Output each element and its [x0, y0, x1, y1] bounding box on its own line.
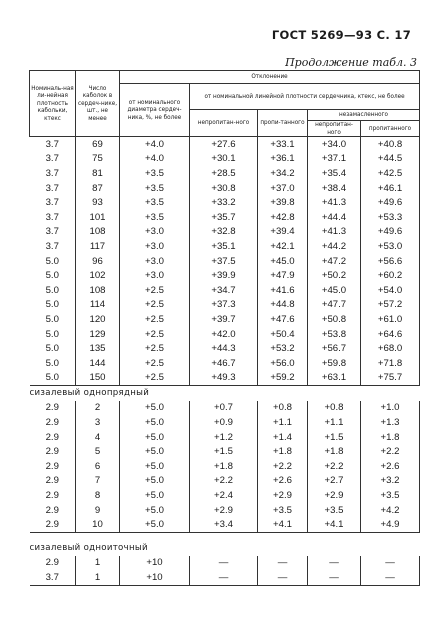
table-cell: 2.9	[30, 459, 76, 474]
table-cell: 6	[76, 459, 120, 474]
table-cell: 5.0	[30, 312, 76, 327]
table-row	[30, 283, 420, 298]
table-cell: +2.7	[308, 474, 361, 489]
table-row	[30, 459, 420, 474]
deviation-table	[29, 70, 420, 586]
table-cell: 3.7	[30, 152, 76, 167]
table-cell: +3.5	[120, 181, 190, 196]
table-row	[30, 488, 420, 503]
table-cell: +64.6	[361, 327, 420, 342]
table-cell: 5.0	[30, 268, 76, 283]
table-cell: 5	[76, 444, 120, 459]
table-continuation-label: Продолжение табл. 3	[285, 56, 417, 69]
table-cell: +60.2	[361, 268, 420, 283]
table-cell: +4.0	[120, 152, 190, 167]
table-cell: +41.3	[308, 195, 361, 210]
table-cell: +32.8	[190, 225, 258, 240]
table-cell: +27.6	[190, 137, 258, 152]
table-cell: +71.8	[361, 356, 420, 371]
table-row	[30, 401, 420, 416]
col-density-deviation-group: от номинальной линейной плотности сердечника, ктекс, не более	[190, 84, 420, 110]
table-cell: 108	[76, 283, 120, 298]
table-cell: +30.8	[190, 181, 258, 196]
table-row	[30, 312, 420, 327]
table-cell: +1.2	[190, 430, 258, 445]
col-unoiled-group: незамасленного	[308, 110, 420, 121]
table-cell: +42.0	[190, 327, 258, 342]
table-row	[30, 371, 420, 386]
table-cell: +46.7	[190, 356, 258, 371]
table-cell: +44.3	[190, 341, 258, 356]
table-cell: +3.4	[190, 517, 258, 532]
table-cell: +47.6	[258, 312, 308, 327]
table-cell: 3	[76, 415, 120, 430]
table-cell: +50.2	[308, 268, 361, 283]
table-cell: 4	[76, 430, 120, 445]
table-cell: 2.9	[30, 401, 76, 416]
table-row	[30, 137, 420, 152]
table-cell: +47.7	[308, 298, 361, 313]
table-cell: +3.5	[120, 210, 190, 225]
table-cell: +3.0	[120, 239, 190, 254]
table-cell: —	[361, 570, 420, 585]
table-row	[30, 239, 420, 254]
table-cell: +37.5	[190, 254, 258, 269]
table-cell: +0.8	[308, 401, 361, 416]
table-cell: 2.9	[30, 474, 76, 489]
table-cell: 2.9	[30, 503, 76, 518]
table-cell: 5.0	[30, 371, 76, 386]
table-cell: 3.7	[30, 210, 76, 225]
table-cell: +3.0	[120, 268, 190, 283]
table-cell: 114	[76, 298, 120, 313]
table-cell: +1.3	[361, 415, 420, 430]
table-cell: —	[361, 556, 420, 571]
table-cell: +3.2	[361, 474, 420, 489]
table-cell: +47.2	[308, 254, 361, 269]
table-cell: 1	[76, 570, 120, 585]
table-cell: +2.9	[190, 503, 258, 518]
table-cell: +49.3	[190, 371, 258, 386]
table-cell: 3.7	[30, 181, 76, 196]
table-cell: +39.8	[258, 195, 308, 210]
table-cell: 3.7	[30, 225, 76, 240]
table-cell: +1.0	[361, 401, 420, 416]
table-cell: +37.3	[190, 298, 258, 313]
table-cell: +49.6	[361, 225, 420, 240]
table-cell: +5.0	[120, 503, 190, 518]
table-cell: 3.7	[30, 570, 76, 585]
table-cell: +1.5	[190, 444, 258, 459]
table-row	[30, 430, 420, 445]
table-cell: +3.0	[120, 225, 190, 240]
table-row	[30, 444, 420, 459]
table-cell: 2.9	[30, 488, 76, 503]
section-title-sisal-single-strand: сизалевый однопрядный	[29, 388, 150, 399]
table-cell: +1.8	[361, 430, 420, 445]
table-cell: +2.2	[258, 459, 308, 474]
section-title-sisal-single-yarn: сизалевый одноиточный	[29, 543, 148, 554]
table-cell: +5.0	[120, 474, 190, 489]
table-cell: +2.5	[120, 356, 190, 371]
table-cell: +35.1	[190, 239, 258, 254]
table-cell: +4.2	[361, 503, 420, 518]
table-cell: +5.0	[120, 415, 190, 430]
col-deviation-group: Отклонение	[120, 71, 420, 84]
table-cell: +34.7	[190, 283, 258, 298]
table-cell: +1.5	[308, 430, 361, 445]
table-cell: +42.5	[361, 166, 420, 181]
table-cell: 135	[76, 341, 120, 356]
table-cell: +0.7	[190, 401, 258, 416]
table-cell: +5.0	[120, 430, 190, 445]
table-row	[30, 268, 420, 283]
table-cell: +1.8	[258, 444, 308, 459]
table-cell: +49.6	[361, 195, 420, 210]
table-cell: +5.0	[120, 459, 190, 474]
table-cell: +53.2	[258, 341, 308, 356]
table-cell: 108	[76, 225, 120, 240]
table-cell: 2	[76, 401, 120, 416]
table-cell: +54.0	[361, 283, 420, 298]
table-row	[30, 570, 420, 585]
table-cell: +1.8	[308, 444, 361, 459]
table-cell: +56.0	[258, 356, 308, 371]
col-nominal-density: Номиналь-ная ли-нейная плотность кабольки, ктекс	[30, 71, 76, 137]
table-cell: +2.5	[120, 341, 190, 356]
table-cell: +2.5	[120, 327, 190, 342]
table-cell: +44.2	[308, 239, 361, 254]
table-cell: +53.0	[361, 239, 420, 254]
table-cell: +3.5	[120, 166, 190, 181]
table-row	[30, 152, 420, 167]
table-cell: +56.7	[308, 341, 361, 356]
table-cell: +41.6	[258, 283, 308, 298]
table-cell: +39.9	[190, 268, 258, 283]
table-cell: +53.8	[308, 327, 361, 342]
table-cell: 5.0	[30, 327, 76, 342]
table-cell: +35.4	[308, 166, 361, 181]
table-cell: 120	[76, 312, 120, 327]
table-cell: 3.7	[30, 137, 76, 152]
table-row	[30, 298, 420, 313]
col-unimpregnated: непропитан-ного	[190, 110, 258, 137]
table-cell: 3.7	[30, 166, 76, 181]
table-cell: +39.4	[258, 225, 308, 240]
table-row	[30, 503, 420, 518]
table-cell: +36.1	[258, 152, 308, 167]
table-cell: +34.0	[308, 137, 361, 152]
table-cell: +46.1	[361, 181, 420, 196]
table-cell: 5.0	[30, 298, 76, 313]
table-cell: +59.8	[308, 356, 361, 371]
table-cell: +68.0	[361, 341, 420, 356]
table-cell: 2.9	[30, 517, 76, 532]
table-cell: +3.5	[308, 503, 361, 518]
table-cell: +50.8	[308, 312, 361, 327]
table-cell: 5.0	[30, 283, 76, 298]
table-cell: +28.5	[190, 166, 258, 181]
table-row	[30, 181, 420, 196]
table-cell: +4.1	[308, 517, 361, 532]
table-cell: +37.1	[308, 152, 361, 167]
table-cell: 144	[76, 356, 120, 371]
table-cell: 5.0	[30, 254, 76, 269]
table-row	[30, 210, 420, 225]
table-cell: +47.9	[258, 268, 308, 283]
table-cell: —	[258, 570, 308, 585]
table-cell: +2.5	[120, 312, 190, 327]
table-cell: +44.5	[361, 152, 420, 167]
col-yarn-count: Число каболок в сердеч-нике, шт., не менее	[76, 71, 120, 137]
table-cell: +42.8	[258, 210, 308, 225]
page-header: ГОСТ 5269—93 С. 17	[271, 28, 411, 42]
table-cell: +57.2	[361, 298, 420, 313]
table-row	[30, 195, 420, 210]
table-cell: +44.4	[308, 210, 361, 225]
table-cell: +2.5	[120, 283, 190, 298]
table-cell: 87	[76, 181, 120, 196]
table-row	[30, 341, 420, 356]
table-cell: +63.1	[308, 371, 361, 386]
table-cell: +44.8	[258, 298, 308, 313]
table-cell: +33.2	[190, 195, 258, 210]
table-cell: 3.7	[30, 239, 76, 254]
table-row	[30, 327, 420, 342]
table-cell: 102	[76, 268, 120, 283]
table-cell: —	[190, 556, 258, 571]
table-cell: 69	[76, 137, 120, 152]
table-cell: +2.4	[190, 488, 258, 503]
table-cell: 93	[76, 195, 120, 210]
table-cell: 1	[76, 556, 120, 571]
table-row	[30, 225, 420, 240]
table-row	[30, 254, 420, 269]
table-cell: +2.5	[120, 298, 190, 313]
table-cell: 7	[76, 474, 120, 489]
table-cell: +40.8	[361, 137, 420, 152]
table-cell: —	[258, 556, 308, 571]
table-cell: —	[308, 556, 361, 571]
table-cell: +2.9	[308, 488, 361, 503]
table-cell: 129	[76, 327, 120, 342]
table-cell: +3.5	[258, 503, 308, 518]
table-cell: +2.5	[120, 371, 190, 386]
table-cell: +50.4	[258, 327, 308, 342]
table-cell: +37.0	[258, 181, 308, 196]
table-cell: +4.0	[120, 137, 190, 152]
table-cell: +2.9	[258, 488, 308, 503]
table-cell: +30.1	[190, 152, 258, 167]
table-cell: 117	[76, 239, 120, 254]
table-cell: +45.0	[258, 254, 308, 269]
table-cell: 2.9	[30, 556, 76, 571]
table-cell: +0.9	[190, 415, 258, 430]
table-cell: 2.9	[30, 444, 76, 459]
table-row	[30, 356, 420, 371]
table-cell: +35.7	[190, 210, 258, 225]
table-cell: +4.1	[258, 517, 308, 532]
table-cell: +2.6	[361, 459, 420, 474]
table-cell: 81	[76, 166, 120, 181]
table-cell: +1.4	[258, 430, 308, 445]
table-cell: +5.0	[120, 517, 190, 532]
table-cell: 2.9	[30, 415, 76, 430]
col-unoiled-impregnated: пропитанного	[361, 121, 420, 137]
table-cell: +1.1	[258, 415, 308, 430]
table-cell: +3.5	[361, 488, 420, 503]
table-cell: +59.2	[258, 371, 308, 386]
table-cell: +39.7	[190, 312, 258, 327]
table-cell: +3.0	[120, 254, 190, 269]
table-cell: +5.0	[120, 401, 190, 416]
col-impregnated: пропи-танного	[258, 110, 308, 137]
table-cell: +41.3	[308, 225, 361, 240]
table-cell: +1.1	[308, 415, 361, 430]
table-cell: 101	[76, 210, 120, 225]
table-cell: +2.2	[308, 459, 361, 474]
table-cell: +34.2	[258, 166, 308, 181]
col-unoiled-unimpregnated: непропитан-ного	[308, 121, 361, 137]
table-cell: +4.9	[361, 517, 420, 532]
table-cell: +38.4	[308, 181, 361, 196]
table-row	[30, 415, 420, 430]
table-row	[30, 517, 420, 532]
table-cell: +2.2	[190, 474, 258, 489]
table-cell: +75.7	[361, 371, 420, 386]
table-row	[30, 556, 420, 571]
table-cell: +61.0	[361, 312, 420, 327]
table-cell: 96	[76, 254, 120, 269]
table-cell: +10	[120, 570, 190, 585]
table-cell: +3.5	[120, 195, 190, 210]
table-row	[30, 166, 420, 181]
table-cell: 75	[76, 152, 120, 167]
table-cell: —	[190, 570, 258, 585]
table-cell: 150	[76, 371, 120, 386]
table-cell: +2.6	[258, 474, 308, 489]
table-cell: 5.0	[30, 341, 76, 356]
table-cell: +56.6	[361, 254, 420, 269]
table-cell: +2.2	[361, 444, 420, 459]
table-cell: +53.3	[361, 210, 420, 225]
table-cell: +10	[120, 556, 190, 571]
table-cell: 3.7	[30, 195, 76, 210]
table-cell: —	[308, 570, 361, 585]
table-cell: +0.8	[258, 401, 308, 416]
table-cell: 10	[76, 517, 120, 532]
table-cell: +42.1	[258, 239, 308, 254]
table-cell: +5.0	[120, 488, 190, 503]
col-diameter-deviation: от номинального диаметра сердеч-ника, %, не более	[120, 84, 190, 137]
table-cell: 2.9	[30, 430, 76, 445]
table-cell: +33.1	[258, 137, 308, 152]
table-cell: +1.8	[190, 459, 258, 474]
table-cell: 9	[76, 503, 120, 518]
table-row	[30, 474, 420, 489]
table-cell: 5.0	[30, 356, 76, 371]
table-cell: 8	[76, 488, 120, 503]
table-cell: +45.0	[308, 283, 361, 298]
table-cell: +5.0	[120, 444, 190, 459]
